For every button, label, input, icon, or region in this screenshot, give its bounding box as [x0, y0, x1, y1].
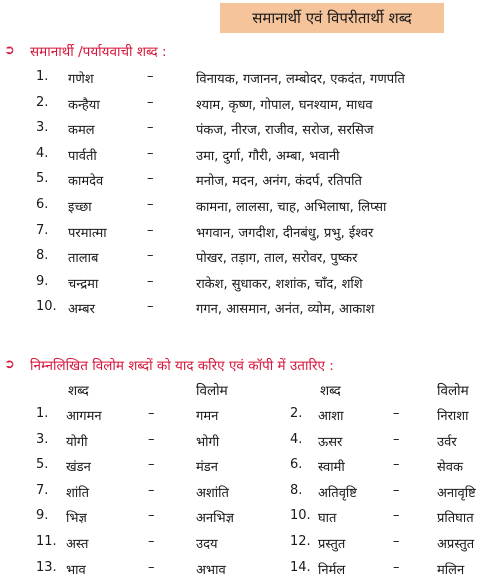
col-header-word-1: शब्द — [68, 383, 89, 399]
antonyms-heading-text: निम्नलिखित विलोम शब्दों को याद करिए एवं कॉपी में उतारिए : — [30, 358, 334, 374]
synonym-row — [0, 146, 492, 172]
dash: – — [148, 534, 155, 549]
word: अम्बर — [68, 302, 95, 318]
word: निर्मल — [318, 562, 346, 578]
antonym: उदय — [196, 537, 218, 552]
synonyms: उमा, दुर्गा, गौरी, अम्बा, भवानी — [196, 148, 340, 164]
row-number: 5. — [36, 171, 49, 187]
row-number: 5. — [36, 457, 49, 473]
antonym-row — [0, 406, 492, 432]
antonym: गमन — [196, 409, 219, 424]
dash: – — [148, 559, 155, 575]
word: परमात्मा — [68, 225, 107, 241]
synonym-row — [0, 120, 492, 146]
word: इच्छा — [68, 200, 92, 215]
row-number: 7. — [36, 222, 49, 238]
row-number: 2. — [290, 406, 303, 421]
word: गणेश — [68, 72, 94, 87]
synonym-row — [0, 299, 492, 325]
antonym: भोगी — [196, 434, 220, 450]
page-title-text: समानार्थी एवं विपरीतार्थी शब्द — [252, 9, 412, 27]
synonyms-heading-text: समानार्थी /पर्यायवाची शब्द : — [30, 44, 167, 60]
synonyms: गगन, आसमान, अनंत, व्योम, आकाश — [196, 302, 375, 318]
antonym: उर्वर — [437, 434, 457, 450]
word: कामदेव — [68, 174, 104, 190]
word: ऊसर — [318, 434, 343, 450]
synonym-row — [0, 248, 492, 274]
dash: – — [147, 171, 154, 187]
dash: – — [393, 534, 400, 549]
row-number: 13. — [36, 559, 57, 575]
antonym-row — [0, 534, 492, 560]
dash: – — [148, 482, 155, 498]
antonym: अनावृष्टि — [437, 485, 476, 501]
right-arrow-icon: ➲ — [4, 357, 15, 372]
dash: – — [148, 406, 155, 421]
dash: – — [147, 94, 154, 110]
col-header-antonym-1: विलोम — [196, 383, 228, 399]
row-number: 9. — [36, 508, 49, 524]
dash: – — [147, 145, 154, 161]
row-number: 1. — [36, 406, 49, 421]
antonym: अभाव — [196, 562, 226, 578]
synonyms: पोखर, तड़ाग, ताल, सरोवर, पुष्कर — [196, 251, 358, 267]
word: तालाब — [68, 251, 99, 267]
word: शांति — [66, 485, 89, 501]
antonym: प्रतिघात — [437, 511, 474, 527]
synonyms: श्याम, कृष्ण, गोपाल, घनश्याम, माधव — [196, 97, 373, 113]
row-number: 1. — [36, 69, 49, 84]
antonyms-heading — [4, 356, 334, 374]
word: भाव — [66, 562, 86, 578]
synonyms-heading — [4, 42, 167, 60]
dash: – — [147, 69, 154, 84]
row-number: 4. — [36, 145, 49, 161]
page-title — [220, 3, 444, 33]
antonym: मंडन — [196, 460, 218, 476]
dash: – — [393, 508, 400, 524]
row-number: 8. — [36, 248, 49, 264]
dash: – — [393, 431, 400, 447]
synonym-row — [0, 171, 492, 197]
antonym: अप्रस्तुत — [437, 537, 475, 552]
synonyms: विनायक, गजानन, लम्बोदर, एकदंत, गणपति — [196, 72, 405, 87]
antonym-row — [0, 483, 492, 509]
word: अस्त — [66, 537, 89, 552]
synonyms: राकेश, सुधाकर, शशांक, चाँद, शशि — [196, 276, 363, 292]
dash: – — [393, 482, 400, 498]
row-number: 2. — [36, 94, 49, 110]
antonym: निराशा — [437, 409, 469, 424]
word: आशा — [318, 409, 344, 424]
col-header-antonym-2: विलोम — [437, 383, 469, 399]
synonyms: पंकज, नीरज, राजीव, सरोज, सरसिज — [196, 123, 374, 139]
synonym-row — [0, 223, 492, 249]
synonym-row — [0, 69, 492, 95]
dash: – — [393, 559, 400, 575]
row-number: 3. — [36, 431, 49, 447]
row-number: 3. — [36, 120, 49, 136]
dash: – — [148, 457, 155, 473]
antonym-row — [0, 432, 492, 458]
row-number: 7. — [36, 482, 49, 498]
synonyms: कामना, लालसा, चाह, अभिलाषा, लिप्सा — [196, 200, 387, 215]
dash: – — [147, 299, 154, 315]
row-number: 10. — [290, 508, 311, 524]
row-number: 9. — [36, 273, 49, 289]
antonym: अशांति — [196, 485, 229, 501]
synonym-row — [0, 197, 492, 223]
word: कमल — [68, 123, 95, 139]
word: योगी — [66, 434, 88, 450]
word: भिज्ञ — [66, 511, 87, 527]
dash: – — [147, 248, 154, 264]
word: पार्वती — [68, 148, 97, 164]
dash: – — [147, 273, 154, 289]
synonyms: भगवान, जगदीश, दीनबंधु, प्रभु, ईश्वर — [196, 225, 374, 241]
antonym: मलिन — [437, 562, 465, 578]
antonym-row — [0, 560, 492, 586]
dash: – — [393, 406, 400, 421]
row-number: 14. — [290, 559, 311, 575]
antonym: अनभिज्ञ — [196, 511, 234, 527]
word: घात — [318, 511, 337, 527]
row-number: 11. — [36, 534, 57, 549]
word: खंडन — [66, 460, 91, 476]
dash: – — [148, 508, 155, 524]
dash: – — [147, 120, 154, 136]
antonym: सेवक — [437, 460, 464, 476]
dash: – — [147, 222, 154, 238]
row-number: 6. — [290, 457, 303, 473]
word: चन्द्रमा — [68, 276, 99, 292]
row-number: 12. — [290, 534, 311, 549]
col-header-word-2: शब्द — [320, 383, 341, 399]
right-arrow-icon: ➲ — [4, 43, 15, 58]
synonyms: मनोज, मदन, अनंग, कंदर्प, रतिपति — [196, 174, 362, 190]
word: स्वामी — [318, 460, 345, 476]
dash: – — [148, 431, 155, 447]
word: आगमन — [66, 409, 102, 424]
antonym-row — [0, 508, 492, 534]
row-number: 8. — [290, 482, 303, 498]
row-number: 10. — [36, 299, 57, 315]
antonym-row — [0, 457, 492, 483]
synonym-row — [0, 274, 492, 300]
word: प्रस्तुत — [318, 537, 346, 552]
dash: – — [147, 197, 154, 212]
synonym-row — [0, 95, 492, 121]
dash: – — [393, 457, 400, 473]
word: अतिवृष्टि — [318, 485, 357, 501]
row-number: 4. — [290, 431, 303, 447]
word: कन्हैया — [68, 97, 100, 113]
row-number: 6. — [36, 197, 49, 212]
